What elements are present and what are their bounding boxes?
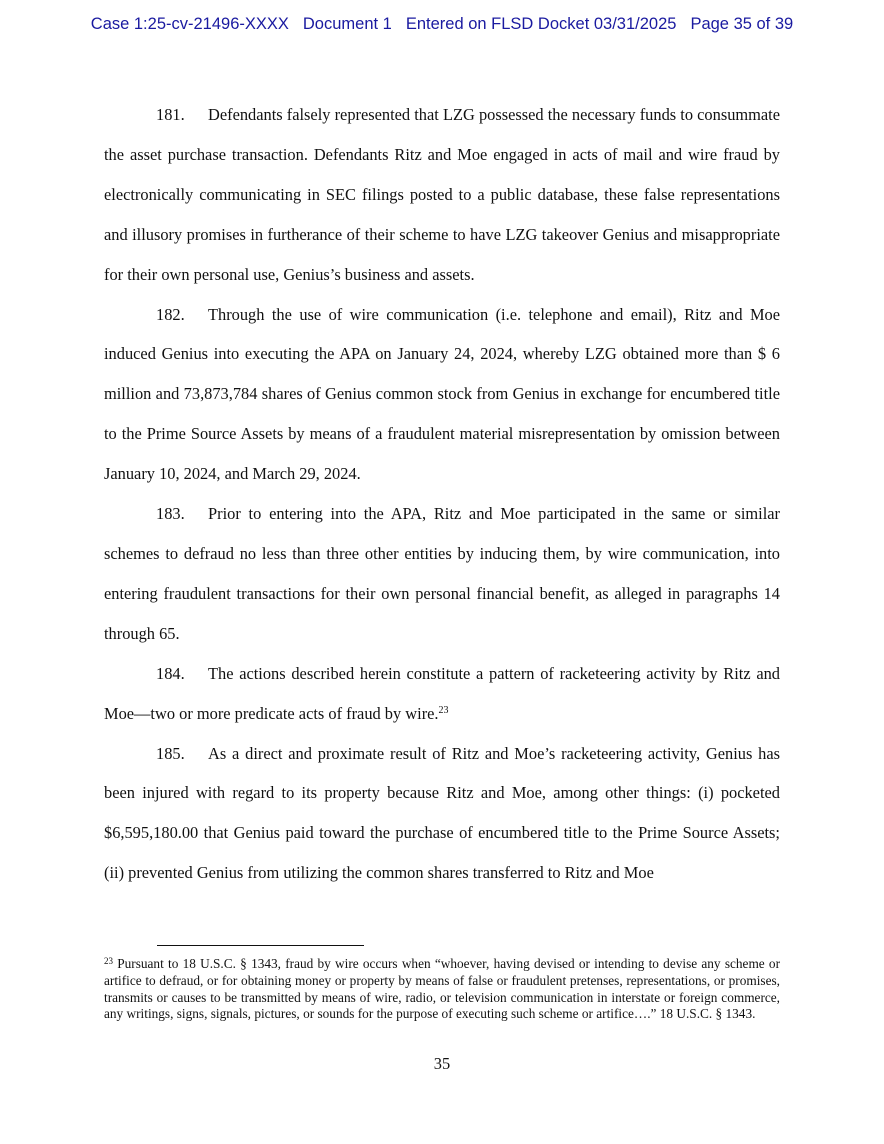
paragraph-number: 182.: [156, 304, 185, 324]
paragraph-text: The actions described herein constitute a pattern of racketeering activity by Ritz and Moe—two or more predicate acts of fraud by wire.: [104, 663, 780, 723]
document-number: Document 1: [302, 15, 392, 33]
footnote-text: Pursuant to 18 U.S.C. § 1343, fraud by wire occurs when “whoever, having devised or intending to devise any scheme or artifice to defraud, or for obtaining money or property by means of false or fraudulent pretenses, representations, or promises, transmits or causes to be transmitted by means of wire, radio, or television communication in interstate or foreign commerce, any writings, signs, signals, pictures, or sounds for the purpose of executing such scheme or artifice….” 18 U.S.C. § 1343.: [104, 956, 780, 1022]
docket-header: [0, 15, 884, 34]
footnote-divider: [157, 945, 364, 946]
paragraph-183: [104, 494, 780, 654]
paragraph-text: Through the use of wire communication (i.e. telephone and email), Ritz and Moe induced Genius into executing the APA on January 24, 2024, whereby LZG obtained more than $ 6 million and 73,873,784 shares of Genius common stock from Genius in exchange for encumbered title to the Prime Source Assets by means of a fraudulent material misrepresentation by omission between January 10, 2024, and March 29, 2024.: [104, 304, 780, 484]
footnote-reference[interactable]: 23: [438, 704, 449, 716]
paragraph-text: Prior to entering into the APA, Ritz and Moe participated in the same or similar schemes to defraud no less than three other entities by inducing them, by wire communication, into entering fraudulent transactions for their own personal financial benefit, as alleged in paragraphs 14 through 65.: [104, 504, 780, 643]
paragraph-185: [104, 734, 780, 894]
footnote-marker: 23: [104, 956, 113, 966]
page-number: 35: [433, 1054, 451, 1073]
paragraph-number: 185.: [156, 743, 185, 763]
paragraph-184: [104, 654, 780, 734]
paragraph-number: 181.: [156, 105, 185, 124]
paragraph-number: 184.: [156, 663, 185, 683]
paragraph-181: [104, 95, 780, 295]
paragraph-182: [104, 295, 780, 495]
case-number: Case 1:25-cv-21496-XXXX: [90, 15, 289, 33]
paragraph-number: 183.: [156, 504, 185, 524]
footnote-23: [104, 956, 780, 1023]
paragraph-text: Defendants falsely represented that LZG possessed the necessary funds to consummate the asset purchase transaction. Defendants Ritz and Moe engaged in acts of mail and wire fraud by electronically communicating in SEC filings posted to a public database, these false representations and illusory promises in furtherance of their scheme to have LZG takeover Genius and misappropriate for their own personal use, Genius’s business and assets.: [104, 105, 780, 284]
page-indicator: Page 35 of 39: [690, 15, 794, 33]
paragraph-text: As a direct and proximate result of Ritz and Moe’s racketeering activity, Genius has been injured with regard to its property because Ritz and Moe, among other things: (i) pocketed $6,595,180.00 that Genius paid toward the purchase of encumbered title to the Prime Source Assets; (ii) prevented Genius from utilizing the common shares transferred to Ritz and Moe: [104, 743, 780, 883]
document-body: [104, 95, 780, 893]
entered-date: Entered on FLSD Docket 03/31/2025: [405, 15, 677, 33]
